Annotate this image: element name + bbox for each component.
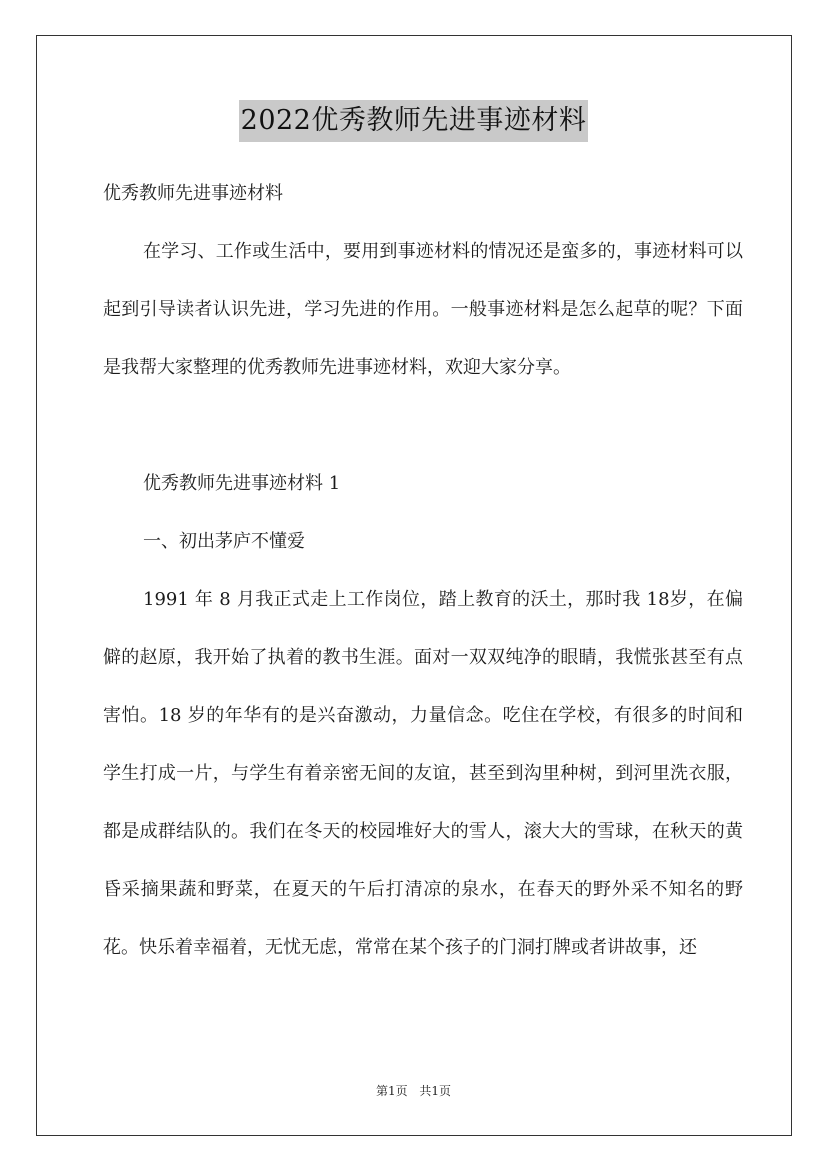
intro-paragraph: 在学习、工作或生活中，要用到事迹材料的情况还是蛮多的，事迹材料可以起到引导读者认识先进，学习先进的作用。一般事迹材料是怎么起草的呢？下面是我帮大家整理的优秀教师先进事迹材料，欢迎大家分享。	[103, 241, 743, 378]
page-total: 共1页	[419, 1084, 452, 1098]
body-paragraph: 1991 年 8 月我正式走上工作岗位，踏上教育的沃土，那时我 18岁，在偏僻的赵原，我开始了执着的教书生涯。面对一双双纯净的眼睛，我慌张甚至有点害怕。18 岁的年华有的是兴奋激动，力量信念。吃住在学校，有很多的时间和学生打成一片，与学生有着亲密无间的友谊，甚至到沟里种树，到河里洗衣服，都是成群结队的。我们在冬天的校园堆好大的雪人，滚大大的雪球，在秋天的黄昏采摘果蔬和野菜，在夏天的午后打清凉的泉水，在春天的野外采不知名的野花。快乐着幸福着，无忧无虑，常常在某个孩子的门洞打牌或者讲故事，还	[103, 589, 743, 958]
page-footer	[0, 1083, 827, 1099]
section-heading: 优秀教师先进事迹材料 1	[143, 473, 341, 494]
subtitle: 优秀教师先进事迹材料	[103, 183, 283, 204]
subsection-heading: 一、初出茅庐不懂爱	[143, 531, 305, 552]
document-body	[103, 165, 743, 977]
title-wrap	[0, 100, 827, 142]
document-title: 2022优秀教师先进事迹材料	[239, 100, 589, 142]
paragraph-spacer	[103, 397, 743, 455]
page-number: 第1页	[375, 1084, 408, 1098]
